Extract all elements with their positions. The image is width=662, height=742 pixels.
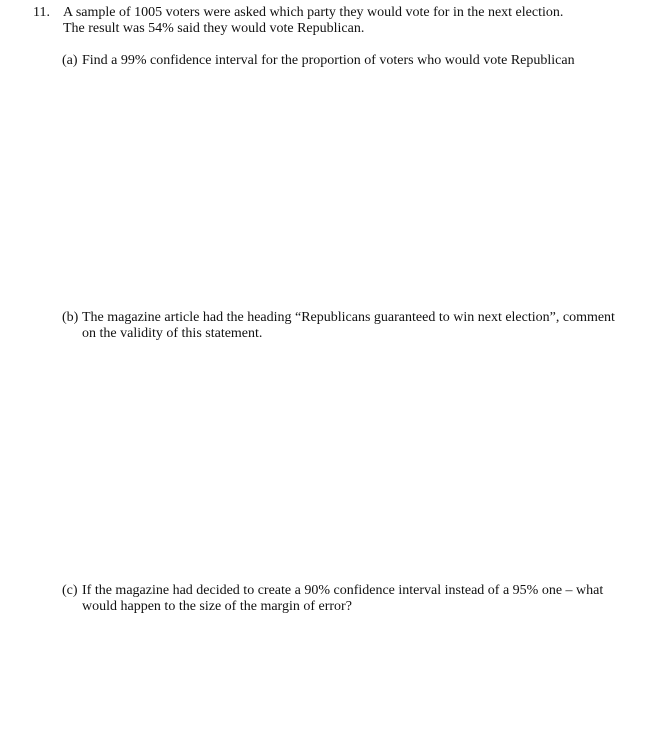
part-a-label: (a)	[62, 53, 78, 68]
part-a-line-1: Find a 99% confidence interval for the proportion of voters who would vote Republican	[82, 53, 575, 68]
question-stem-line-2: The result was 54% said they would vote Republican.	[63, 21, 365, 36]
part-c-line-1: If the magazine had decided to create a 90% confidence interval instead of a 95% one – what	[82, 583, 604, 598]
part-b-line-2: on the validity of this statement.	[82, 326, 263, 341]
question-stem-line-1: A sample of 1005 voters were asked which party they would vote for in the next election.	[63, 5, 564, 20]
part-a-text	[82, 53, 632, 69]
part-b-label: (b)	[62, 310, 79, 325]
part-b-line-1: The magazine article had the heading “Republicans guaranteed to win next election”, comment	[82, 310, 615, 325]
question-number: 11.	[33, 5, 50, 20]
part-b-text	[82, 310, 632, 342]
part-c-label: (c)	[62, 583, 78, 598]
part-c-line-2: would happen to the size of the margin of error?	[82, 599, 352, 614]
question-stem	[63, 5, 623, 37]
part-c-text	[82, 583, 632, 615]
